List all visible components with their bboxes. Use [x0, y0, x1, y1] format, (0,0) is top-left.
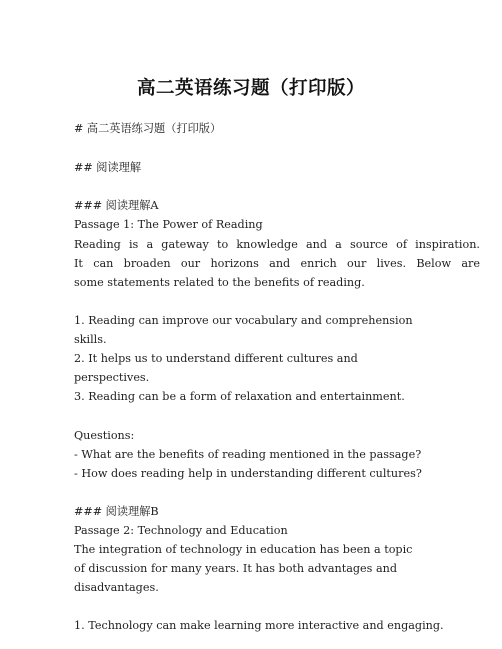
section-a-passage-title: Passage 1: The Power of Reading: [74, 218, 263, 232]
section-a-list-line: perspectives.: [74, 371, 150, 385]
heading-h2: ## 阅读理解: [74, 160, 142, 174]
section-a-heading: ### 阅读理解A: [74, 199, 159, 213]
section-a-list-line: skills.: [74, 333, 107, 347]
section-b-passage-title: Passage 2: Technology and Education: [74, 523, 288, 537]
section-a-paragraph-line: some statements related to the benefits of reading.: [74, 275, 365, 289]
section-a-list-line: 2. It helps us to understand different cultures and: [74, 352, 358, 366]
section-b-list-line: 1. Technology can make learning more interactive and engaging.: [74, 619, 444, 633]
section-b-paragraph-line: of discussion for many years. It has both advantages and: [74, 562, 398, 576]
heading-h1: # 高二英语练习题（打印版）: [74, 122, 222, 135]
section-b-paragraph-line: disadvantages.: [74, 581, 159, 595]
question-item: - How does reading help in understanding different cultures?: [74, 466, 422, 480]
section-a-list-line: 3. Reading can be a form of relaxation and entertainment.: [74, 390, 405, 404]
section-a-paragraph-line: It can broaden our horizons and enrich our lives. Below are: [74, 256, 480, 270]
section-b-paragraph-line: The integration of technology in education has been a topic: [74, 543, 413, 557]
section-a-paragraph-line: Reading is a gateway to knowledge and a source of inspiration.: [74, 237, 480, 251]
questions-label: Questions:: [74, 428, 135, 442]
section-a-list-line: 1. Reading can improve our vocabulary and comprehension: [74, 313, 413, 327]
document-title: 高二英语练习题（打印版）: [136, 78, 365, 99]
question-item: - What are the benefits of reading mentioned in the passage?: [74, 447, 422, 461]
section-b-heading: ### 阅读理解B: [74, 504, 159, 518]
document-body: [74, 119, 484, 636]
